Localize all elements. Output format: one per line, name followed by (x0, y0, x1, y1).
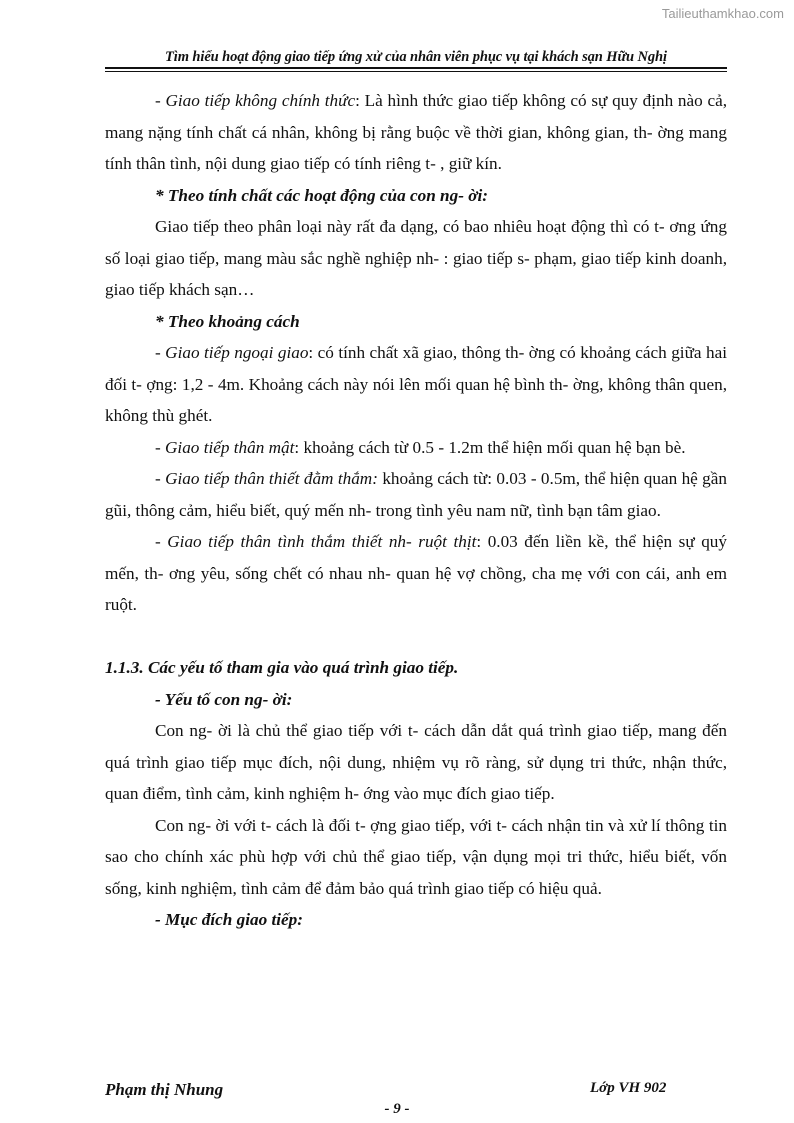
header-rule-thin (105, 71, 727, 72)
term-label: - Giao tiếp thân mật (155, 437, 295, 457)
paragraph-human-object: Con ng- ời với t- cách là đối t- ợng giao tiếp, với t- cách nhận tin và xử lí thông tin sao cho chính xác phù hợp với chủ thể giao tiếp, vận dụng mọi tri thức, hiểu biết, vốn sống, kinh nghiệm, tình cảm để đảm bảo quá trình giao tiếp có hiệu quả. (105, 815, 727, 898)
paragraph-close-distance (105, 463, 727, 526)
paragraph-diplomatic-distance (105, 337, 727, 432)
running-header: Tìm hiểu hoạt động giao tiếp ứng xử của nhân viên phục vụ tại khách sạn Hữu Nghị (165, 49, 667, 65)
paragraph-human-subject: Con ng- ời là chủ thể giao tiếp với t- cách dẫn dắt quá trình giao tiếp, mang đến quá trình giao tiếp mục đích, nội dung, nhiệm vụ rõ ràng, sử dụng tri thức, nhận thức, quan điểm, tình cảm, kinh nghiệm h- ớng vào mục đích giao tiếp. (105, 721, 727, 803)
subheading-human-factor: - Yếu tố con ng- ời: (155, 689, 293, 709)
footer-class: Lớp VH 902 (590, 1080, 667, 1096)
term-label: - Giao tiếp thân tình thắm thiết nh- ruột thịt (155, 532, 477, 551)
term-label: - Giao tiếp thân thiết đằm thắm: (155, 469, 378, 488)
page-number: - 9 - (384, 1101, 410, 1117)
subheading-by-activity: * Theo tính chất các hoạt động của con ng- ời: (155, 185, 488, 205)
term-text: : có tính chất xã giao, thông th- ờng có khoảng cách giữa hai đối t- ợng: 1,2 - 4m. Khoảng cách này nói lên mối quan hệ bình th- ờng, không thân quen, không thù ghét. (105, 343, 727, 425)
header-rule (105, 67, 727, 69)
subheading-purpose: - Mục đích giao tiếp: (155, 910, 303, 929)
section-heading: 1.1.3. Các yếu tố tham gia vào quá trình giao tiếp. (105, 658, 459, 677)
term-text: khoảng cách từ: 0.03 - 0.5m, thể hiện quan hệ gần gũi, thông cảm, hiểu biết, quý mến nh- trong tình yêu nam nữ, tình bạn tâm giao. (105, 469, 727, 520)
paragraph-intimate-distance (105, 432, 727, 464)
paragraph-informal-communication (105, 85, 727, 180)
term-label: - Giao tiếp ngoại giao (155, 343, 309, 362)
footer-author: Phạm thị Nhung (105, 1080, 224, 1099)
subheading-by-distance: * Theo khoảng cách (155, 311, 300, 331)
term-text: : khoảng cách từ 0.5 - 1.2m thể hiện mối quan hệ bạn bè. (294, 437, 686, 457)
term-text: : 0.03 đến liền kề, thể hiện sự quý mến, th- ơng yêu, sống chết có nhau nh- quan hệ vợ chồng, cha mẹ với con cái, anh em ruột. (105, 532, 727, 614)
document-body (105, 85, 727, 936)
paragraph-activity-types: Giao tiếp theo phân loại này rất đa dạng, có bao nhiêu hoạt động thì có t- ơng ứng số loại giao tiếp, mang màu sắc nghề nghiệp nh- : giao tiếp s- phạm, giao tiếp kinh doanh, giao tiếp khách sạn… (105, 217, 727, 299)
paragraph-family-distance (105, 526, 727, 621)
term-text: : Là hình thức giao tiếp không có sự quy định nào cả, mang nặng tính chất cá nhân, không bị rằng buộc về thời gian, không gian, th- ờng mang tính thân tình, nội dung giao tiếp có tính riêng t- , giữ kín. (105, 91, 727, 173)
term-label: - Giao tiếp không chính thức (155, 91, 356, 110)
watermark: Tailieuthamkhao.com (661, 6, 784, 21)
